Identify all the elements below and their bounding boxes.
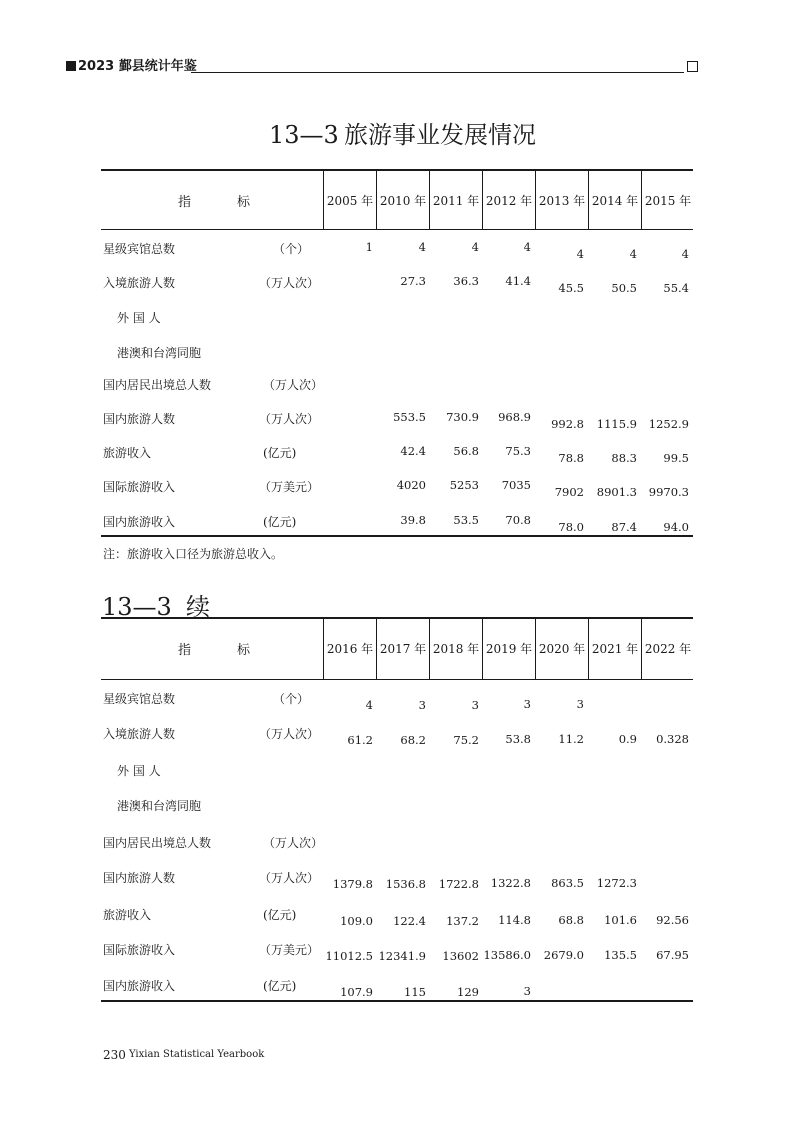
table-cell: 3: [471, 698, 479, 712]
table-cell: 137.2: [446, 914, 479, 928]
table-cell: 9970.3: [648, 485, 689, 499]
table-cell: 3: [418, 698, 426, 712]
table1-number: 13—3: [269, 121, 339, 149]
year-column-header: 2022 年: [644, 642, 692, 656]
table2-number: 13—3: [102, 593, 172, 621]
year-column-header: 2015 年: [644, 194, 692, 208]
header-square-mark: [66, 61, 76, 71]
table-cell: 36.3: [453, 274, 479, 288]
table-cell: 7902: [554, 485, 584, 499]
table-bottom-rule: [101, 535, 693, 537]
footer-page-number: 230: [103, 1048, 126, 1062]
row-label: 港澳和台湾同胞: [117, 346, 202, 360]
table-cell: 4: [523, 240, 531, 254]
table-cell: 68.8: [558, 913, 584, 927]
table-cell: 4: [418, 240, 426, 254]
year-column-header: 2018 年: [432, 642, 480, 656]
table-cell: 968.9: [498, 410, 531, 424]
row-unit: （万美元）: [259, 943, 320, 957]
row-label: 星级宾馆总数: [103, 692, 176, 706]
header-label-indicator-1: 指: [178, 643, 192, 658]
table-cell: 4: [576, 247, 584, 261]
table-cell: 4: [681, 247, 689, 261]
row-label: 国内居民出境总人数: [103, 836, 212, 850]
table-cell: 1379.8: [332, 877, 373, 891]
table-top-rule: [101, 169, 693, 171]
row-unit: （万人次）: [263, 378, 324, 392]
year-column-header: 2014 年: [591, 194, 639, 208]
table-cell: 11.2: [558, 732, 584, 746]
table-cell: 75.3: [505, 444, 531, 458]
table-top-rule: [101, 617, 693, 619]
table-header-rule: [101, 229, 693, 230]
table-cell: 5253: [449, 478, 479, 492]
table-cell: 1322.8: [490, 876, 531, 890]
table1-title: 旅游事业发展情况: [344, 121, 536, 149]
header-label-indicator-2: 标: [237, 195, 251, 210]
row-unit: （万人次）: [259, 276, 320, 290]
table-cell: 1: [365, 240, 373, 254]
table-cell: 1272.3: [596, 876, 637, 890]
year-column-header: 2012 年: [485, 194, 533, 208]
row-label: 国内居民出境总人数: [103, 378, 212, 392]
table1-note: 注：旅游收入口径为旅游总收入。: [103, 547, 284, 561]
table-cell: 12341.9: [378, 949, 426, 963]
row-unit: （万人次）: [263, 836, 324, 850]
table-cell: 1722.8: [438, 877, 479, 891]
header-label-indicator-1: 指: [178, 195, 192, 210]
table-cell: 992.8: [551, 417, 584, 431]
row-label: 外 国 人: [117, 764, 161, 778]
table-cell: 78.0: [558, 520, 584, 534]
table-cell: 75.2: [453, 733, 479, 747]
row-unit: （万美元）: [259, 480, 320, 494]
year-column-header: 2021 年: [591, 642, 639, 656]
row-label: 国内旅游收入: [103, 979, 176, 993]
row-unit: （万人次）: [259, 412, 320, 426]
table-bottom-rule: [101, 1000, 693, 1002]
row-label: 国内旅游人数: [103, 412, 176, 426]
header-label-indicator-2: 标: [237, 643, 251, 658]
table-cell: 553.5: [393, 410, 426, 424]
year-column-header: 2011 年: [432, 194, 480, 208]
table-cell: 129: [457, 985, 479, 999]
row-unit: （个）: [273, 692, 310, 706]
table-cell: 0.328: [656, 732, 689, 746]
table-cell: 1252.9: [648, 417, 689, 431]
footer-book-title: Yixian Statistical Yearbook: [129, 1049, 265, 1060]
row-label: 旅游收入: [103, 908, 152, 922]
year-column-header: 2019 年: [485, 642, 533, 656]
table-cell: 101.6: [604, 913, 637, 927]
table-cell: 107.9: [340, 985, 373, 999]
row-unit: (亿元): [263, 979, 297, 993]
table-cell: 4: [471, 240, 479, 254]
table-cell: 863.5: [551, 876, 584, 890]
table-cell: 3: [576, 697, 584, 711]
table-cell: 67.95: [656, 948, 689, 962]
table-cell: 41.4: [505, 274, 531, 288]
table-cell: 730.9: [446, 410, 479, 424]
row-label: 外 国 人: [117, 311, 161, 325]
running-header: [66, 58, 698, 76]
table-cell: 99.5: [663, 451, 689, 465]
table-cell: 114.8: [498, 913, 531, 927]
table-cell: 94.0: [663, 520, 689, 534]
year-column-header: 2013 年: [538, 194, 586, 208]
row-label: 国际旅游收入: [103, 480, 176, 494]
year-column-header: 2016 年: [326, 642, 374, 656]
row-label: 星级宾馆总数: [103, 242, 176, 256]
table-cell: 1115.9: [596, 417, 637, 431]
row-unit: （万人次）: [259, 727, 320, 741]
header-rule: [191, 72, 684, 73]
row-label: 国内旅游人数: [103, 871, 176, 885]
table-cell: 56.8: [453, 444, 479, 458]
table-cell: 45.5: [558, 281, 584, 295]
row-unit: (亿元): [263, 908, 297, 922]
table-cell: 13586.0: [483, 948, 531, 962]
table-cell: 4020: [396, 478, 426, 492]
table-cell: 3: [523, 697, 531, 711]
table-cell: 27.3: [400, 274, 426, 288]
row-unit: （万人次）: [259, 871, 320, 885]
row-unit: (亿元): [263, 515, 297, 529]
table-cell: 1536.8: [385, 877, 426, 891]
table-cell: 70.8: [505, 513, 531, 527]
table-cell: 7035: [501, 478, 531, 492]
table-cell: 87.4: [611, 520, 637, 534]
table-cell: 3: [523, 984, 531, 998]
table-cell: 53.8: [505, 732, 531, 746]
table-cell: 68.2: [400, 733, 426, 747]
year-column-header: 2017 年: [379, 642, 427, 656]
table-cell: 92.56: [656, 913, 689, 927]
table-cell: 50.5: [611, 281, 637, 295]
table-cell: 88.3: [611, 451, 637, 465]
table-cell: 4: [629, 247, 637, 261]
row-label: 国际旅游收入: [103, 943, 176, 957]
table-cell: 39.8: [400, 513, 426, 527]
table-cell: 42.4: [400, 444, 426, 458]
row-unit: (亿元): [263, 446, 297, 460]
table-cell: 78.8: [558, 451, 584, 465]
table-header-rule: [101, 679, 693, 680]
table-cell: 0.9: [618, 732, 637, 746]
table-cell: 8901.3: [596, 485, 637, 499]
table-cell: 2679.0: [543, 948, 584, 962]
header-box-icon: [687, 61, 698, 72]
table-cell: 11012.5: [325, 949, 373, 963]
table-cell: 115: [404, 985, 426, 999]
table-cell: 53.5: [453, 513, 479, 527]
table-cell: 13602: [442, 949, 479, 963]
year-column-header: 2005 年: [326, 194, 374, 208]
table-cell: 55.4: [663, 281, 689, 295]
row-label: 港澳和台湾同胞: [117, 799, 202, 813]
row-label: 国内旅游收入: [103, 515, 176, 529]
year-column-header: 2020 年: [538, 642, 586, 656]
row-unit: （个）: [273, 242, 310, 256]
table-cell: 109.0: [340, 914, 373, 928]
row-label: 入境旅游人数: [103, 276, 176, 290]
table-cell: 4: [365, 698, 373, 712]
row-label: 旅游收入: [103, 446, 152, 460]
table-cell: 122.4: [393, 914, 426, 928]
table-cell: 61.2: [347, 733, 373, 747]
header-title: 2023 鄞县统计年鉴: [78, 59, 197, 74]
table-cell: 135.5: [604, 948, 637, 962]
table2-title: 续: [186, 593, 210, 621]
row-label: 入境旅游人数: [103, 727, 176, 741]
year-column-header: 2010 年: [379, 194, 427, 208]
